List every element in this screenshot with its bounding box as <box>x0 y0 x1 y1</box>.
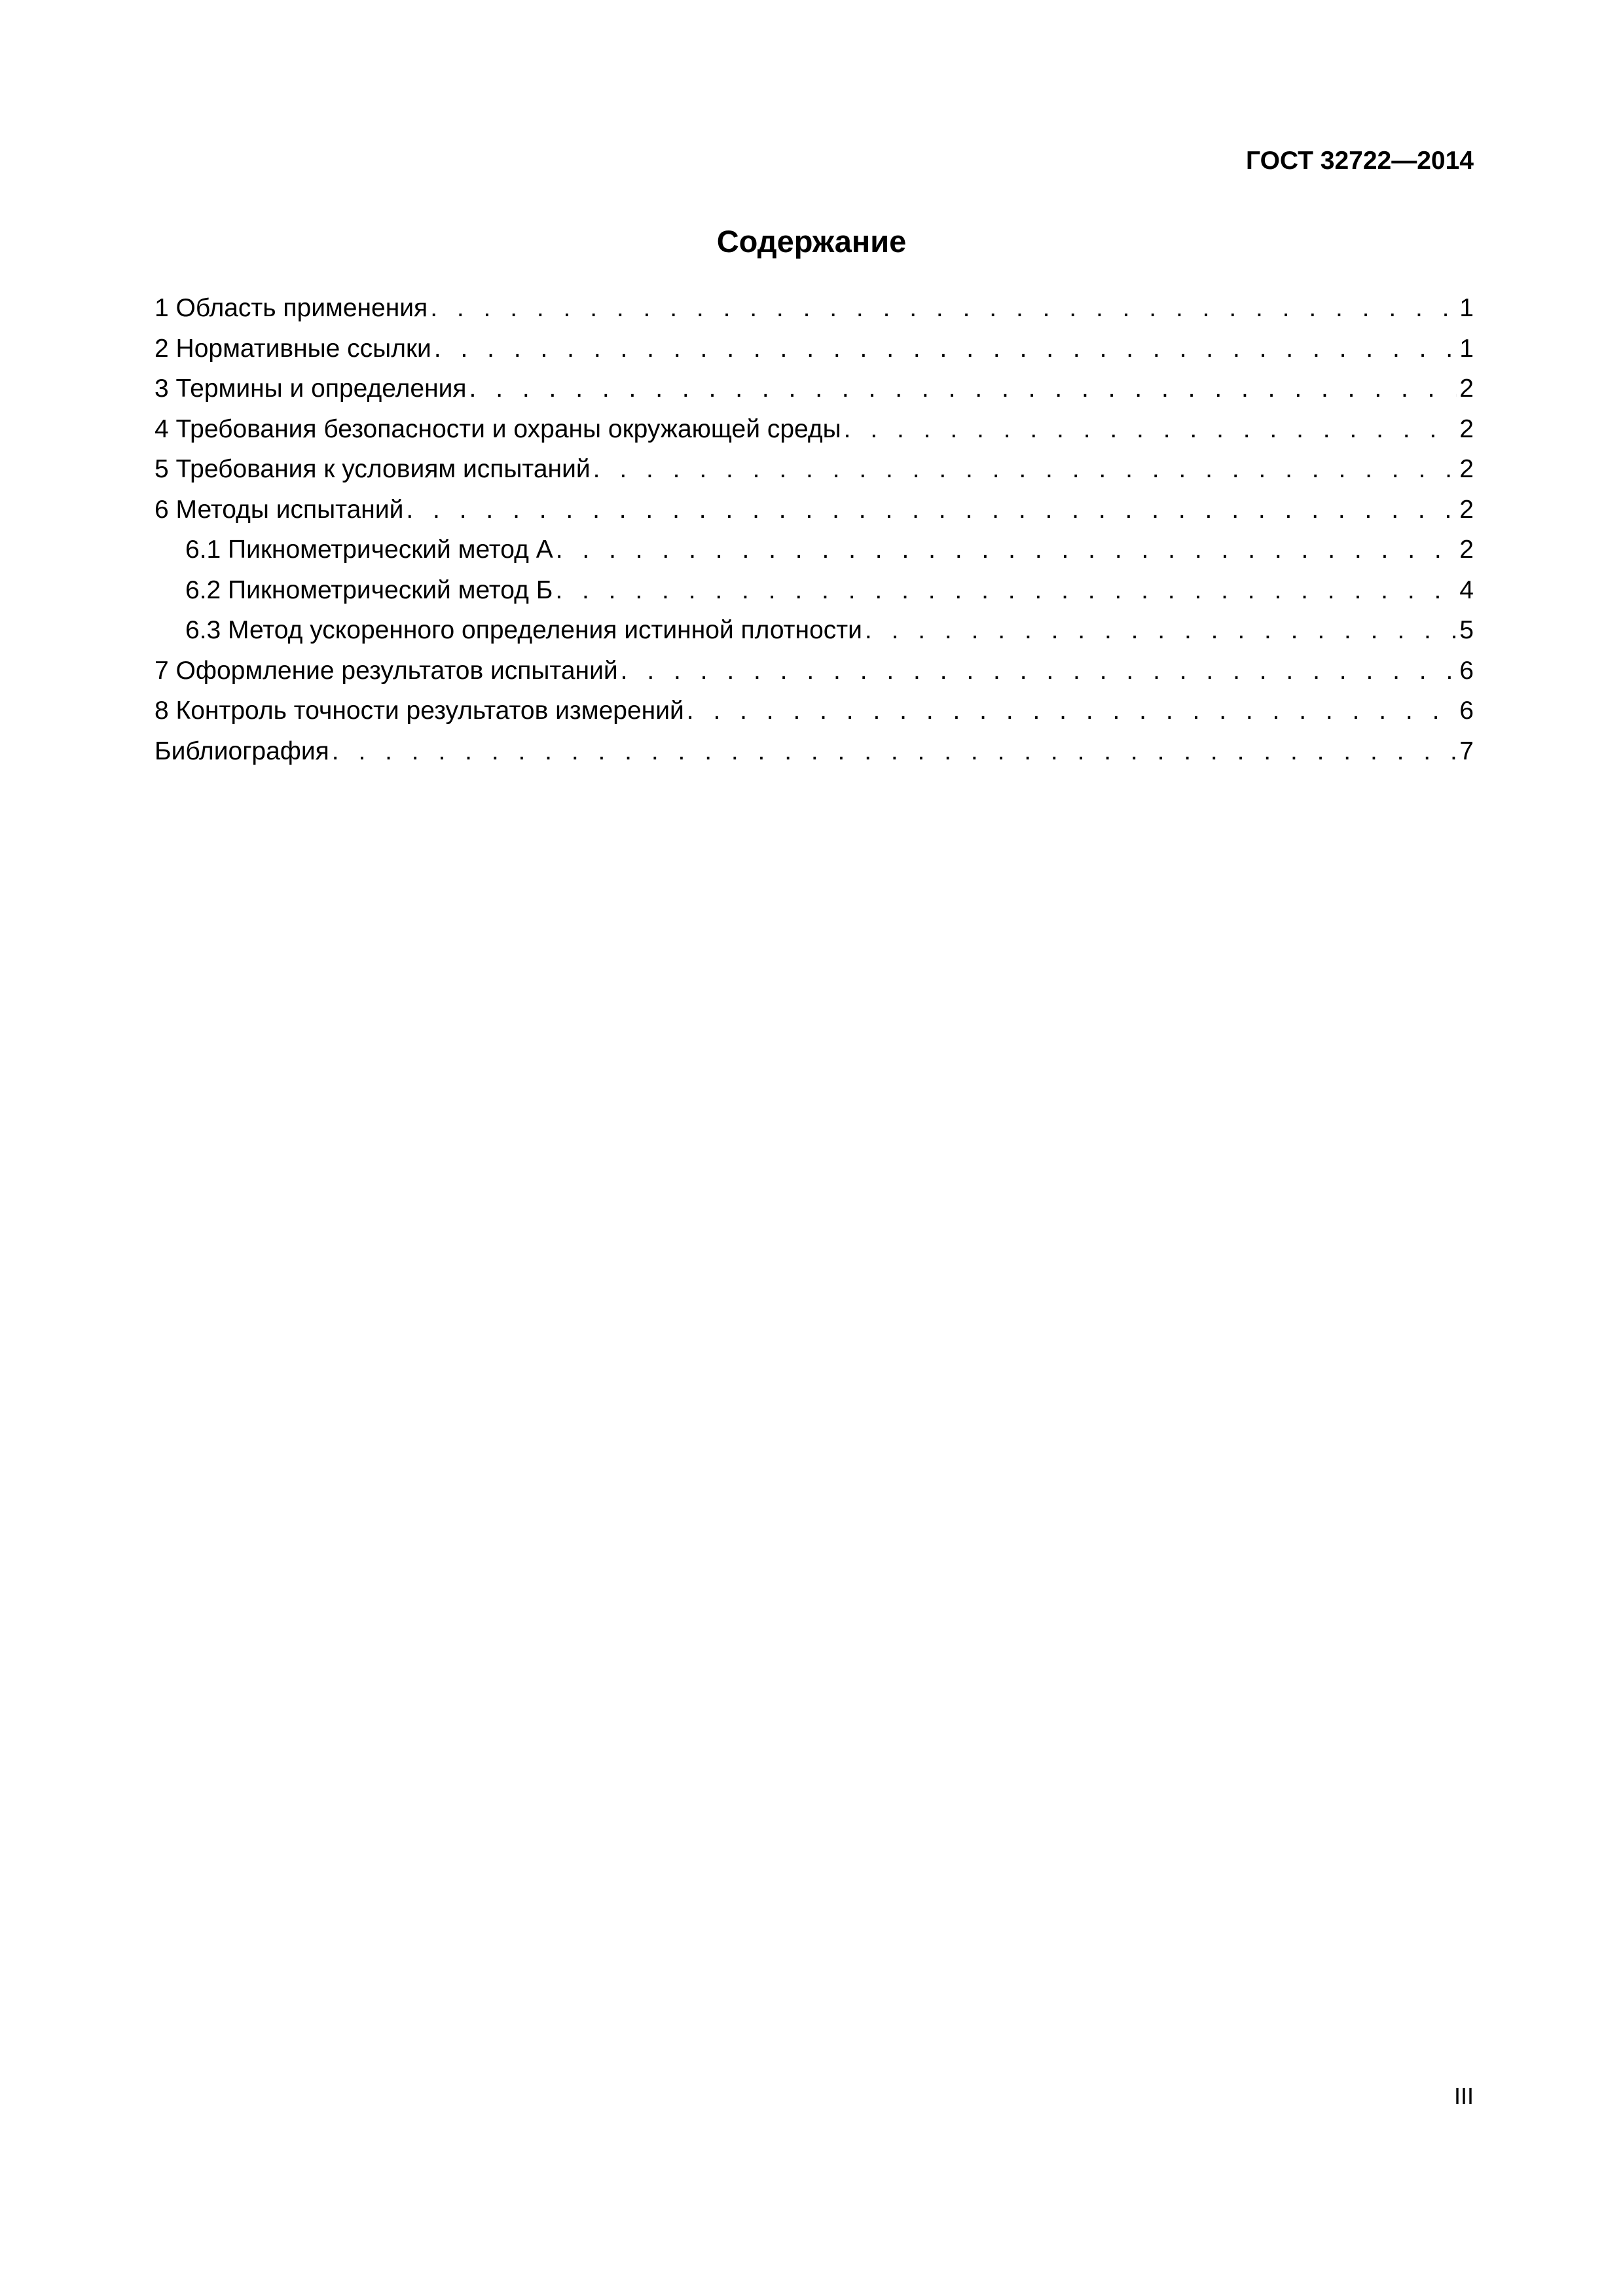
toc-dot-leader <box>556 530 1457 570</box>
toc-entry-label: 6.2 Пикнометрический метод Б <box>185 575 553 604</box>
toc-dot-leader <box>844 409 1457 450</box>
toc-entry-page: 6 <box>1459 697 1474 725</box>
toc-entry-label: 6.1 Пикнометрический метод А <box>185 536 553 564</box>
toc-entry[interactable] <box>155 731 1474 772</box>
page-number: III <box>1453 2083 1474 2109</box>
toc-entry-label: 2 Нормативные ссылки <box>155 334 431 363</box>
table-of-contents <box>155 288 1474 771</box>
toc-entry-label: 4 Требования безопасности и охраны окружающей среды <box>155 414 841 443</box>
toc-entry-label: Библиография <box>155 737 329 765</box>
toc-entry-page: 6 <box>1459 656 1474 685</box>
toc-dot-leader <box>430 288 1457 329</box>
toc-dot-leader <box>555 570 1457 611</box>
toc-entry-label: 5 Требования к условиям испытаний <box>155 455 591 483</box>
toc-entry[interactable] <box>155 651 1474 691</box>
toc-entry[interactable] <box>155 490 1474 530</box>
toc-entry[interactable] <box>155 409 1474 450</box>
toc-dot-leader <box>406 490 1457 530</box>
toc-entry-page: 2 <box>1459 374 1474 403</box>
toc-dot-leader <box>865 610 1457 651</box>
toc-subentry[interactable] <box>155 570 1474 611</box>
toc-entry-label: 7 Оформление результатов испытаний <box>155 656 618 685</box>
toc-entry[interactable] <box>155 329 1474 369</box>
toc-entry-page: 5 <box>1459 616 1474 644</box>
toc-entry-page: 2 <box>1459 536 1474 564</box>
toc-subentry[interactable] <box>155 610 1474 651</box>
toc-entry[interactable] <box>155 691 1474 731</box>
toc-entry-page: 2 <box>1459 414 1474 443</box>
toc-dot-leader <box>434 329 1457 369</box>
toc-dot-leader <box>593 449 1457 490</box>
standard-designation: ГОСТ 32722—2014 <box>1246 147 1474 175</box>
toc-dot-leader <box>621 651 1457 691</box>
toc-entry[interactable] <box>155 449 1474 490</box>
toc-entry[interactable] <box>155 369 1474 409</box>
toc-entry-page: 1 <box>1459 334 1474 363</box>
toc-entry-label: 3 Термины и определения <box>155 374 467 403</box>
toc-entry-label: 8 Контроль точности результатов измерений <box>155 697 684 725</box>
toc-entry-page: 2 <box>1459 495 1474 524</box>
toc-entry-page: 2 <box>1459 455 1474 483</box>
toc-entry-label: 1 Область применения <box>155 294 428 322</box>
toc-entry-page: 1 <box>1459 294 1474 322</box>
page-title: Содержание <box>716 224 907 259</box>
toc-entry-page: 4 <box>1459 575 1474 604</box>
toc-dot-leader <box>332 731 1457 772</box>
toc-subentry[interactable] <box>155 530 1474 570</box>
toc-dot-leader <box>469 369 1457 409</box>
toc-entry-label: 6 Методы испытаний <box>155 495 404 524</box>
toc-entry-page: 7 <box>1459 737 1474 765</box>
toc-dot-leader <box>687 691 1457 731</box>
toc-entry-label: 6.3 Метод ускоренного определения истинной плотности <box>185 616 862 644</box>
toc-entry[interactable] <box>155 288 1474 329</box>
